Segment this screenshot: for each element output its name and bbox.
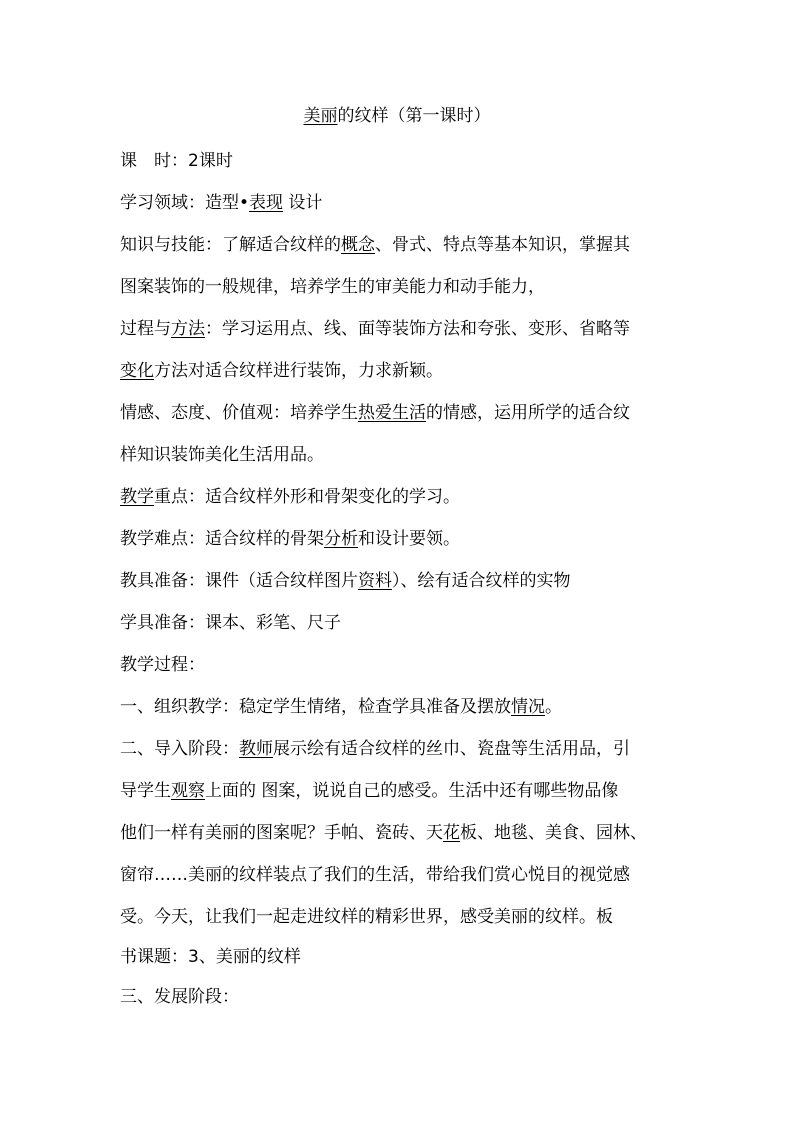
domain-underlined: 表现 (249, 193, 284, 213)
knowledge-line-2: 图案装饰的一般规律，培养学生的审美能力和动手能力， (120, 277, 545, 297)
domain-rest: 设计 (283, 193, 323, 213)
document-title (0, 104, 794, 128)
teacher-prep-underlined: 资料 (358, 571, 392, 591)
teacher-prep (120, 560, 680, 602)
emotion-line-1 (120, 392, 680, 434)
domain-label: 学习领域：造型 (120, 193, 239, 213)
process-heading: 教学过程： (120, 655, 205, 675)
learning-domain (120, 182, 680, 224)
emotion-text: 情感、态度、价值观：培养学生 (120, 403, 358, 423)
title-rest: 的纹样（第一课时） (337, 106, 491, 126)
teacher-prep-text: ）、绘有适合纹样的实物 (392, 571, 571, 591)
class-hours: 课 时：2课时 (120, 151, 233, 171)
process-line-2 (120, 350, 680, 392)
teacher-prep-text: 教具准备：课件（适合纹样图片 (120, 571, 358, 591)
step2-underlined: 教师 (239, 739, 273, 759)
knowledge-line-1 (120, 224, 680, 266)
step1-text: 一、组织教学：稳定学生情绪，检查学具准备及摆放 (120, 697, 511, 717)
process-underlined: 方法 (171, 319, 205, 339)
difficulty-text: 和设计要领。 (358, 529, 460, 549)
difficulty (120, 518, 680, 560)
step-2-line-4: 窗帘……美丽的纹样装点了我们的生活，带给我们赏心悦目的视觉感 (120, 865, 630, 885)
process-text: ：学习运用点、线、面等装饰方法和夸张、变形、省略等 (205, 319, 630, 339)
step-3: 三、发展阶段： (120, 987, 239, 1007)
step2-text: 展示绘有适合纹样的丝巾、瓷盘等生活用品，引 (273, 739, 630, 759)
step-2-line-3 (120, 812, 680, 854)
step-2-line-2 (120, 770, 680, 812)
step2-underlined: 观察 (171, 781, 205, 801)
emotion-line-2: 样知识装饰美化生活用品。 (120, 445, 324, 465)
title-underlined: 美丽 (303, 106, 338, 126)
step2-underlined: 花 (443, 823, 460, 843)
process-text: 过程与 (120, 319, 171, 339)
step-2-line-6: 书课题：3、美丽的纹样 (120, 947, 301, 967)
step2-text: 他们一样有美丽的图案呢？手帕、瓷砖、天 (120, 823, 443, 843)
key-point-text: 重点：适合纹样外形和骨架变化的学习。 (154, 487, 460, 507)
domain-dot: • (239, 193, 250, 213)
emotion-underlined: 热爱生活 (358, 403, 426, 423)
step2-text: 板、地毯、美食、园林、 (460, 823, 647, 843)
key-point (120, 476, 680, 518)
process-underlined: 变化 (120, 361, 154, 381)
step2-text: 二、导入阶段： (120, 739, 239, 759)
knowledge-text: 知识与技能：了解适合纹样的 (120, 235, 341, 255)
step1-text: 。 (545, 697, 562, 717)
process-text: 方法对适合纹样进行装饰，力求新颖。 (154, 361, 443, 381)
knowledge-underlined: 概念 (341, 235, 375, 255)
step-2-line-1 (120, 728, 680, 770)
key-point-underlined: 教学 (120, 487, 154, 507)
process-line-1 (120, 308, 680, 350)
step1-underlined: 情况 (511, 697, 545, 717)
student-prep: 学具准备：课本、彩笔、尺子 (120, 613, 341, 633)
step2-text: 导学生 (120, 781, 171, 801)
knowledge-text: 、骨式、特点等基本知识，掌握其 (375, 235, 630, 255)
step-2-line-5: 受。今天，让我们一起走进纹样的精彩世界，感受美丽的纹样。板 (120, 907, 613, 927)
difficulty-text: 教学难点：适合纹样的骨架 (120, 529, 324, 549)
difficulty-underlined: 分析 (324, 529, 358, 549)
emotion-text: 的情感，运用所学的适合纹 (426, 403, 630, 423)
step2-text: 上面的 图案，说说自己的感受。生活中还有哪些物品像 (205, 781, 619, 801)
step-1 (120, 686, 680, 728)
